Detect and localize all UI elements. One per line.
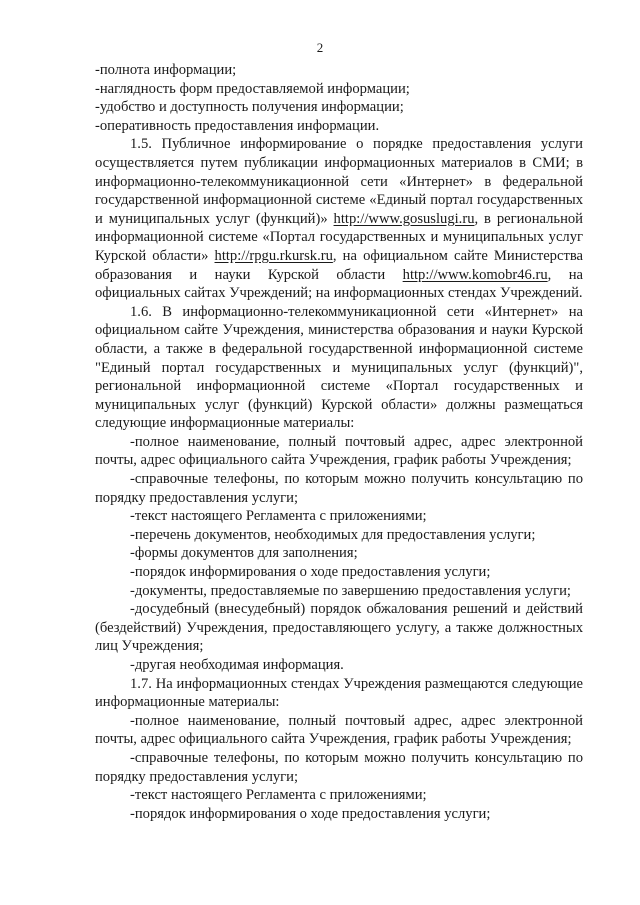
- paragraph-p17: -полное наименование, полный почтовый адрес, адрес электронной почты, адрес официального сайта Учреждения, график работы Учреждения;: [95, 712, 583, 748]
- paragraph-p8: -справочные телефоны, по которым можно получить консультацию по порядку предоставления услуги;: [95, 471, 583, 506]
- paragraph-p5: [95, 135, 583, 302]
- paragraph-p18: -справочные телефоны, по которым можно получить консультацию по порядку предоставления услуги;: [95, 749, 583, 785]
- paragraph-p14: -досудебный (внесудебный) порядок обжалования решений и действий (бездействий) Учреждения, предоставляющего услугу, а также должностных лиц Учреждения;: [95, 601, 583, 655]
- paragraph-p3: -удобство и доступность получения информации;: [95, 99, 404, 116]
- paragraph-p11: -формы документов для заполнения;: [130, 545, 358, 562]
- paragraph-p15: -другая необходимая информация.: [130, 657, 344, 673]
- url-link[interactable]: http://rpgu.rkursk.ru: [214, 247, 333, 264]
- paragraph-p7: -полное наименование, полный почтовый адрес, адрес электронной почты, адрес официального сайта Учреждения, график работы Учреждения;: [95, 433, 583, 469]
- paragraph-p12: -порядок информирования о ходе предоставления услуги;: [130, 564, 491, 581]
- paragraph-p19: -текст настоящего Регламента с приложениями;: [130, 787, 427, 804]
- paragraph-text: , на официальных сайтах Учреждений; на информационных стендах Учреждений.: [95, 266, 583, 302]
- paragraph-p13: -документы, предоставляемые по завершению предоставления услуги;: [130, 582, 571, 599]
- paragraph-p6: 1.6. В информационно-телекоммуникационной сети «Интернет» на официальном сайте Учреждения, министерства образования и науки Курской области, а также в федеральной государственной информационной системе "Единый портал государственных и муниципальных услуг (функций)", региональной информационной системе «Портал государственных и муниципальных услуг (функций) Курской области» должны размещаться следующие информационные материалы:: [95, 303, 583, 432]
- paragraph-p1: -полнота информации;: [95, 62, 237, 78]
- paragraph-p2: -наглядность форм предоставляемой информации;: [95, 80, 410, 97]
- document-body: [95, 61, 583, 823]
- paragraph-p16: 1.7. На информационных стендах Учреждения размещаются следующие информационные материалы:: [95, 675, 583, 711]
- paragraph-text: , в региональной информационной системе «Портал государственных и муниципальных услуг Курской области»: [95, 210, 583, 264]
- paragraph-p20: -порядок информирования о ходе предоставления услуги;: [130, 805, 491, 822]
- paragraph-p4: -оперативность предоставления информации.: [95, 117, 380, 134]
- paragraph-p9: -текст настоящего Регламента с приложениями;: [130, 508, 427, 525]
- paragraph-text: , на официальном сайте Министерства образования и науки Курской области: [95, 247, 584, 283]
- paragraph-text: 1.5. Публичное информирование о порядке предоставления услуги осуществляется путем публикации информационных материалов в СМИ; в информационно-телекоммуникационной сети «Интернет» в федеральной государственной информационной системе «Единый портал государственных и муниципальных услуг (функций)»: [95, 136, 583, 227]
- page-number: 2: [316, 40, 324, 55]
- url-link[interactable]: http://www.komobr46.ru: [402, 266, 548, 283]
- url-link[interactable]: http://www.gosuslugi.ru: [333, 210, 475, 227]
- paragraph-p10: -перечень документов, необходимых для предоставления услуги;: [130, 526, 536, 543]
